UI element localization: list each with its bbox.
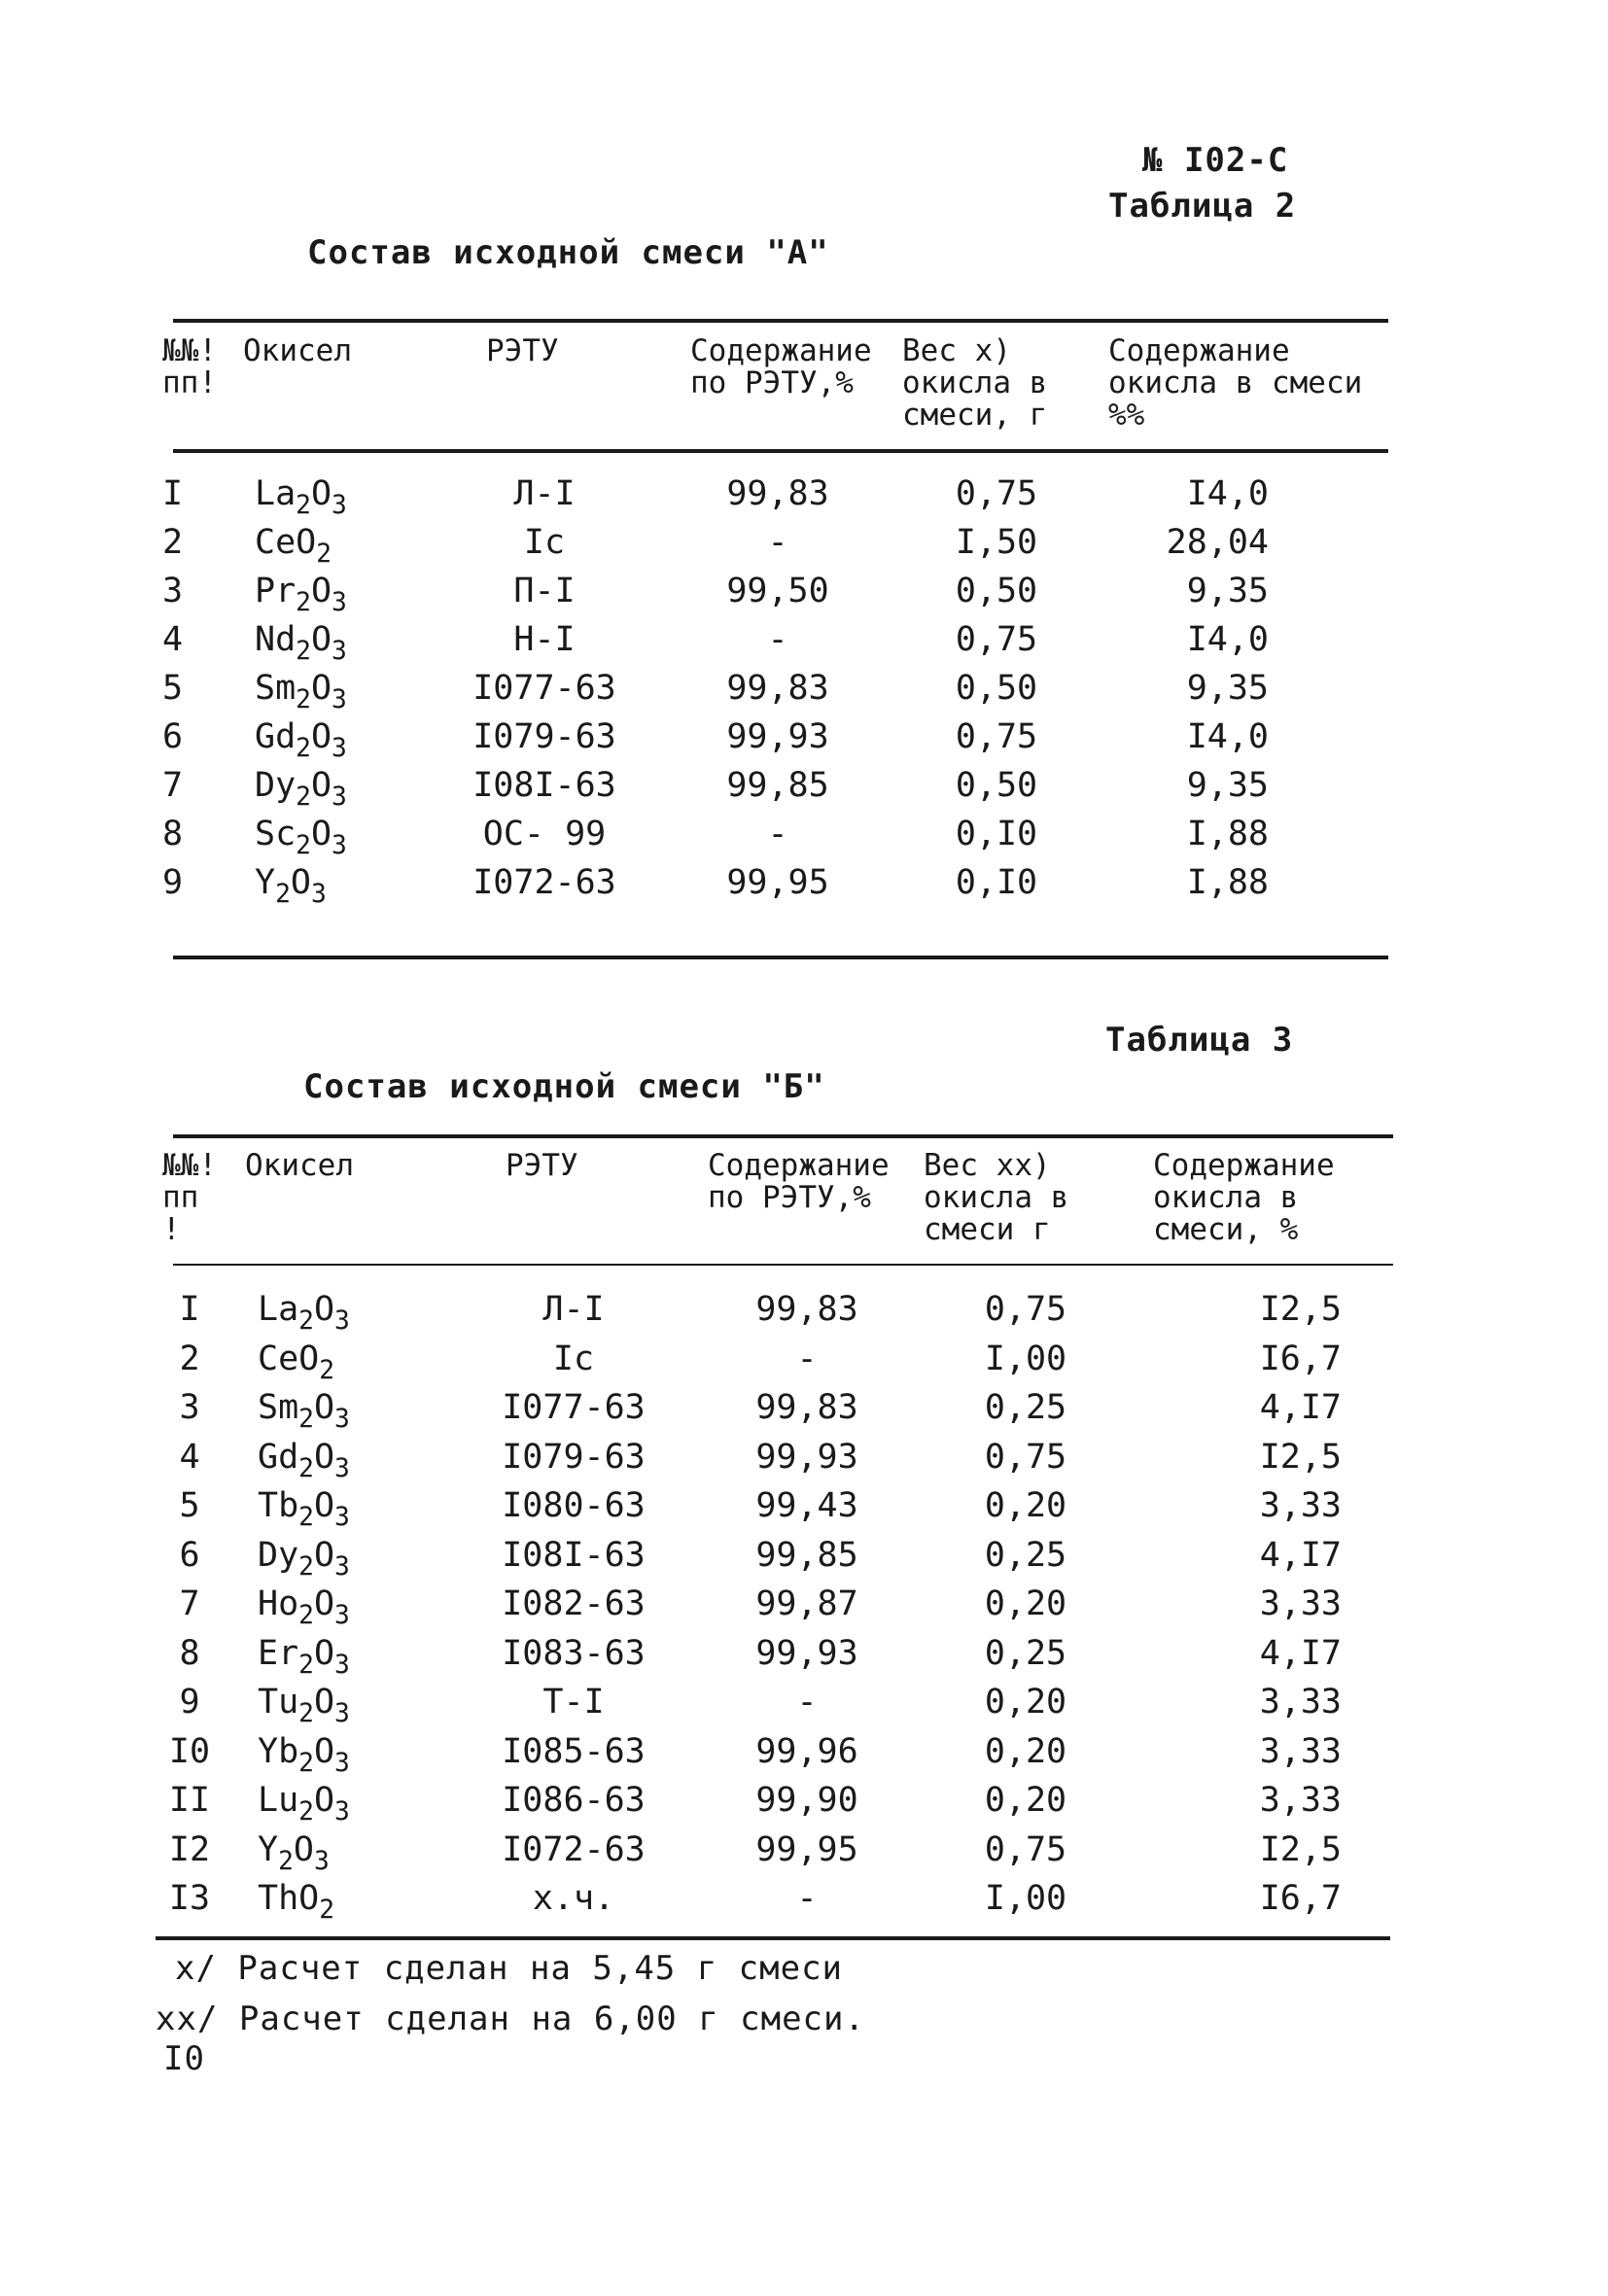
- table2-bottom-rule: [173, 956, 1388, 959]
- oxide-percent: 9,35: [1186, 669, 1269, 708]
- oxide-percent: I4,0: [1186, 620, 1269, 659]
- formula-subscript: 2: [275, 880, 291, 910]
- retu-code: I082-63: [502, 1584, 646, 1623]
- oxide-formula: $Pr_2O_3$: [255, 572, 347, 618]
- formula-subscript: 2: [319, 1896, 335, 1926]
- retu-content: 99,87: [755, 1584, 858, 1623]
- row-number: I: [161, 474, 184, 513]
- oxide-formula: CeO$_2$: [255, 523, 332, 570]
- table2-top-rule: [173, 319, 1388, 323]
- row-number: 7: [179, 1584, 200, 1623]
- table3-bottom-rule: [156, 1936, 1390, 1940]
- retu-code: I072-63: [502, 1829, 646, 1869]
- table3-header-rule: [173, 1264, 1393, 1266]
- oxide-percent: I,88: [1186, 815, 1269, 853]
- oxide-percent: I4,0: [1186, 474, 1269, 513]
- retu-code: ОС- 99: [482, 815, 607, 853]
- footnote-2: xx/ Расчет сделан на 6,00 г смеси.: [156, 2000, 865, 2038]
- retu-content: 99,93: [726, 717, 829, 756]
- oxide-percent: 3,33: [1259, 1731, 1342, 1771]
- row-number: 3: [179, 1388, 200, 1427]
- row-number: 4: [161, 620, 184, 659]
- row-number: 8: [161, 815, 184, 853]
- retu-code: I083-63: [502, 1633, 646, 1673]
- oxide-weight: 0,75: [955, 474, 1038, 513]
- retu-code: I079-63: [502, 1437, 646, 1477]
- retu-code: I079-63: [472, 717, 616, 756]
- oxide-formula: $Tu_2O_3$: [258, 1683, 350, 1729]
- oxide-percent: I2,5: [1259, 1290, 1342, 1329]
- row-number: 7: [161, 766, 184, 805]
- formula-subscript: 2: [298, 1748, 314, 1778]
- retu-content: -: [796, 1879, 818, 1918]
- table2-header-num: №№! пп!: [162, 333, 217, 400]
- row-number: 9: [161, 863, 184, 902]
- document-number: № I02-С: [1142, 141, 1289, 180]
- oxide-percent: I6,7: [1259, 1339, 1342, 1378]
- retu-code: I077-63: [472, 669, 616, 708]
- oxide-percent: 9,35: [1186, 766, 1269, 805]
- table2-header-content: Содержание по РЭТУ,%: [690, 333, 872, 400]
- table3-label: Таблица 3: [1105, 1021, 1294, 1060]
- formula-subscript: 3: [334, 1453, 350, 1483]
- table2-header-rule: [173, 449, 1388, 453]
- formula-subscript: 2: [296, 685, 311, 715]
- oxide-percent: 4,I7: [1259, 1535, 1342, 1575]
- retu-content: 99,85: [726, 766, 829, 805]
- row-number: 6: [161, 717, 184, 756]
- oxide-weight: 0,20: [984, 1683, 1067, 1722]
- formula-subscript: 2: [298, 1797, 314, 1827]
- oxide-formula: $Dy_2O_3$: [255, 766, 347, 813]
- retu-content: 99,83: [755, 1388, 858, 1427]
- oxide-formula: ThO$_2$: [258, 1879, 335, 1926]
- formula-subscript: 3: [334, 1405, 350, 1435]
- table3-title: Состав исходной смеси "Б": [303, 1067, 825, 1106]
- formula-subscript: 2: [298, 1405, 314, 1435]
- oxide-percent: I4,0: [1186, 717, 1269, 756]
- oxide-percent: 3,33: [1259, 1584, 1342, 1623]
- retu-code: I085-63: [502, 1731, 646, 1771]
- formula-subscript: 2: [296, 734, 311, 764]
- formula-subscript: 3: [334, 1748, 350, 1778]
- formula-subscript: 3: [332, 588, 347, 618]
- row-number: 6: [179, 1535, 200, 1575]
- oxide-weight: 0,20: [984, 1781, 1067, 1820]
- row-number: 2: [161, 523, 184, 562]
- retu-code: Iс: [552, 1339, 595, 1378]
- oxide-formula: $Lu_2O_3$: [258, 1781, 350, 1827]
- oxide-formula: $Gd_2O_3$: [258, 1437, 350, 1483]
- retu-code: I08I-63: [502, 1535, 646, 1575]
- formula-subscript: 2: [296, 588, 311, 618]
- table2-header-weight: Вес x) окисла в смеси, г: [902, 333, 1048, 433]
- oxide-formula: $Nd_2O_3$: [255, 620, 347, 667]
- row-number: 8: [179, 1633, 200, 1673]
- retu-content: 99,83: [726, 474, 829, 513]
- formula-subscript: 3: [334, 1306, 350, 1337]
- retu-code: I086-63: [502, 1781, 646, 1820]
- oxide-formula: $Y_2O_3$: [255, 863, 327, 910]
- table3-header-retu: РЭТУ: [506, 1148, 578, 1183]
- retu-content: -: [767, 620, 788, 659]
- oxide-weight: I,00: [984, 1339, 1067, 1378]
- formula-subscript: 3: [334, 1551, 350, 1582]
- formula-subscript: 3: [334, 1503, 350, 1533]
- oxide-percent: 3,33: [1259, 1486, 1342, 1525]
- oxide-percent: I6,7: [1259, 1879, 1342, 1918]
- oxide-percent: 3,33: [1259, 1781, 1342, 1820]
- table2-header-oxide-content: Содержание окисла в смеси %%: [1108, 333, 1363, 433]
- oxide-weight: 0,75: [955, 717, 1038, 756]
- oxide-percent: 4,I7: [1259, 1388, 1342, 1427]
- formula-subscript: 3: [332, 783, 347, 813]
- oxide-formula: CeO$_2$: [258, 1339, 335, 1385]
- retu-content: 99,93: [755, 1437, 858, 1477]
- row-number: I: [179, 1290, 200, 1329]
- retu-code: Iс: [523, 523, 566, 562]
- retu-content: 99,83: [755, 1290, 858, 1329]
- retu-content: 99,95: [755, 1829, 858, 1869]
- row-number: 3: [161, 572, 184, 610]
- retu-content: 99,43: [755, 1486, 858, 1525]
- oxide-formula: $Sm_2O_3$: [258, 1388, 350, 1435]
- oxide-weight: 0,75: [984, 1829, 1067, 1869]
- oxide-formula: $La_2O_3$: [258, 1290, 350, 1337]
- oxide-formula: $Dy_2O_3$: [258, 1535, 350, 1582]
- formula-subscript: 2: [296, 637, 311, 667]
- row-number: I2: [168, 1829, 211, 1869]
- formula-subscript: 3: [313, 1846, 330, 1876]
- oxide-weight: 0,50: [955, 669, 1038, 708]
- row-number: 5: [161, 669, 184, 708]
- oxide-formula: $Gd_2O_3$: [255, 717, 347, 764]
- retu-content: 99,96: [755, 1731, 858, 1771]
- oxide-weight: 0,25: [984, 1535, 1067, 1575]
- row-number: I0: [168, 1731, 211, 1771]
- formula-subscript: 3: [334, 1797, 350, 1827]
- oxide-formula: $Sm_2O_3$: [255, 669, 347, 715]
- formula-subscript: 2: [319, 1355, 335, 1385]
- formula-subscript: 3: [334, 1601, 350, 1631]
- oxide-weight: 0,50: [955, 572, 1038, 610]
- oxide-percent: I,88: [1186, 863, 1269, 902]
- formula-subscript: 3: [332, 491, 347, 521]
- oxide-formula: $Y_2O_3$: [258, 1829, 330, 1876]
- retu-content: 99,95: [726, 863, 829, 902]
- formula-subscript: 2: [298, 1699, 314, 1729]
- formula-subscript: 2: [316, 539, 332, 570]
- retu-content: 99,83: [726, 669, 829, 708]
- oxide-weight: 0,20: [984, 1731, 1067, 1771]
- oxide-formula: $Er_2O_3$: [258, 1633, 350, 1680]
- retu-code: Н-I: [513, 620, 576, 659]
- formula-subscript: 3: [332, 637, 347, 667]
- oxide-percent: 28,04: [1166, 523, 1269, 562]
- retu-content: -: [796, 1339, 818, 1378]
- formula-subscript: 2: [296, 783, 311, 813]
- oxide-weight: 0,75: [955, 620, 1038, 659]
- retu-code: Л-I: [513, 474, 576, 513]
- formula-subscript: 2: [296, 491, 311, 521]
- oxide-weight: 0,20: [984, 1486, 1067, 1525]
- oxide-percent: 3,33: [1259, 1683, 1342, 1722]
- formula-subscript: 2: [278, 1846, 294, 1876]
- retu-content: -: [767, 815, 788, 853]
- oxide-weight: 0,75: [984, 1290, 1067, 1329]
- formula-subscript: 2: [298, 1650, 314, 1680]
- retu-code: I080-63: [502, 1486, 646, 1525]
- row-number: I3: [168, 1879, 211, 1918]
- oxide-percent: I2,5: [1259, 1829, 1342, 1869]
- page-number: I0: [163, 2039, 205, 2078]
- retu-content: 99,93: [755, 1633, 858, 1673]
- table2-header-retu: РЭТУ: [486, 333, 559, 368]
- formula-subscript: 2: [296, 831, 311, 861]
- oxide-formula: $La_2O_3$: [255, 474, 347, 521]
- formula-subscript: 2: [298, 1551, 314, 1582]
- table3-header-content: Содержание по РЭТУ,%: [708, 1148, 890, 1215]
- oxide-formula: $Yb_2O_3$: [258, 1731, 350, 1778]
- oxide-weight: I,00: [984, 1879, 1067, 1918]
- oxide-weight: 0,I0: [955, 815, 1038, 853]
- row-number: 5: [179, 1486, 200, 1525]
- formula-subscript: 3: [332, 685, 347, 715]
- formula-subscript: 3: [334, 1699, 350, 1729]
- retu-code: Т-I: [542, 1683, 605, 1722]
- table3-header-weight: Вес xx) окисла в смеси г: [924, 1148, 1069, 1247]
- oxide-percent: 4,I7: [1259, 1633, 1342, 1673]
- retu-content: 99,50: [726, 572, 829, 610]
- oxide-percent: 9,35: [1186, 572, 1269, 610]
- formula-subscript: 2: [298, 1503, 314, 1533]
- oxide-weight: 0,I0: [955, 863, 1038, 902]
- retu-content: 99,85: [755, 1535, 858, 1575]
- row-number: II: [168, 1781, 211, 1820]
- oxide-formula: $Sc_2O_3$: [255, 815, 347, 861]
- oxide-weight: I,50: [955, 523, 1038, 562]
- table2-title: Состав исходной смеси "А": [307, 233, 829, 272]
- retu-code: I08I-63: [472, 766, 616, 805]
- formula-subscript: 2: [298, 1601, 314, 1631]
- footnote-1: x/ Расчет сделан на 5,45 г смеси: [175, 1949, 844, 1988]
- formula-subscript: 2: [298, 1306, 314, 1337]
- row-number: 2: [179, 1339, 200, 1378]
- retu-content: 99,90: [755, 1781, 858, 1820]
- retu-code: П-I: [513, 572, 576, 610]
- table3-header-oxide-content: Содержание окисла в смеси, %: [1153, 1148, 1335, 1247]
- oxide-weight: 0,25: [984, 1388, 1067, 1427]
- oxide-formula: $Ho_2O_3$: [258, 1584, 350, 1631]
- row-number: 9: [179, 1683, 200, 1722]
- oxide-weight: 0,50: [955, 766, 1038, 805]
- oxide-weight: 0,75: [984, 1437, 1067, 1477]
- retu-code: х.ч.: [532, 1879, 615, 1918]
- oxide-formula: $Tb_2O_3$: [258, 1486, 350, 1533]
- retu-code: I072-63: [472, 863, 616, 902]
- retu-code: Л-I: [542, 1290, 605, 1329]
- retu-content: -: [796, 1683, 818, 1722]
- oxide-percent: I2,5: [1259, 1437, 1342, 1477]
- formula-subscript: 2: [298, 1453, 314, 1483]
- oxide-weight: 0,25: [984, 1633, 1067, 1673]
- table2-label: Таблица 2: [1108, 187, 1297, 226]
- table2-header-oxide: Окисел: [243, 333, 352, 368]
- retu-code: I077-63: [502, 1388, 646, 1427]
- formula-subscript: 3: [332, 831, 347, 861]
- oxide-weight: 0,20: [984, 1584, 1067, 1623]
- row-number: 4: [179, 1437, 200, 1477]
- formula-subscript: 3: [310, 880, 327, 910]
- table3-top-rule: [173, 1134, 1393, 1138]
- table3-header-oxide: Окисел: [245, 1148, 354, 1183]
- formula-subscript: 3: [334, 1650, 350, 1680]
- table3-header-num: №№! пп !: [162, 1148, 217, 1247]
- retu-content: -: [767, 523, 788, 562]
- formula-subscript: 3: [332, 734, 347, 764]
